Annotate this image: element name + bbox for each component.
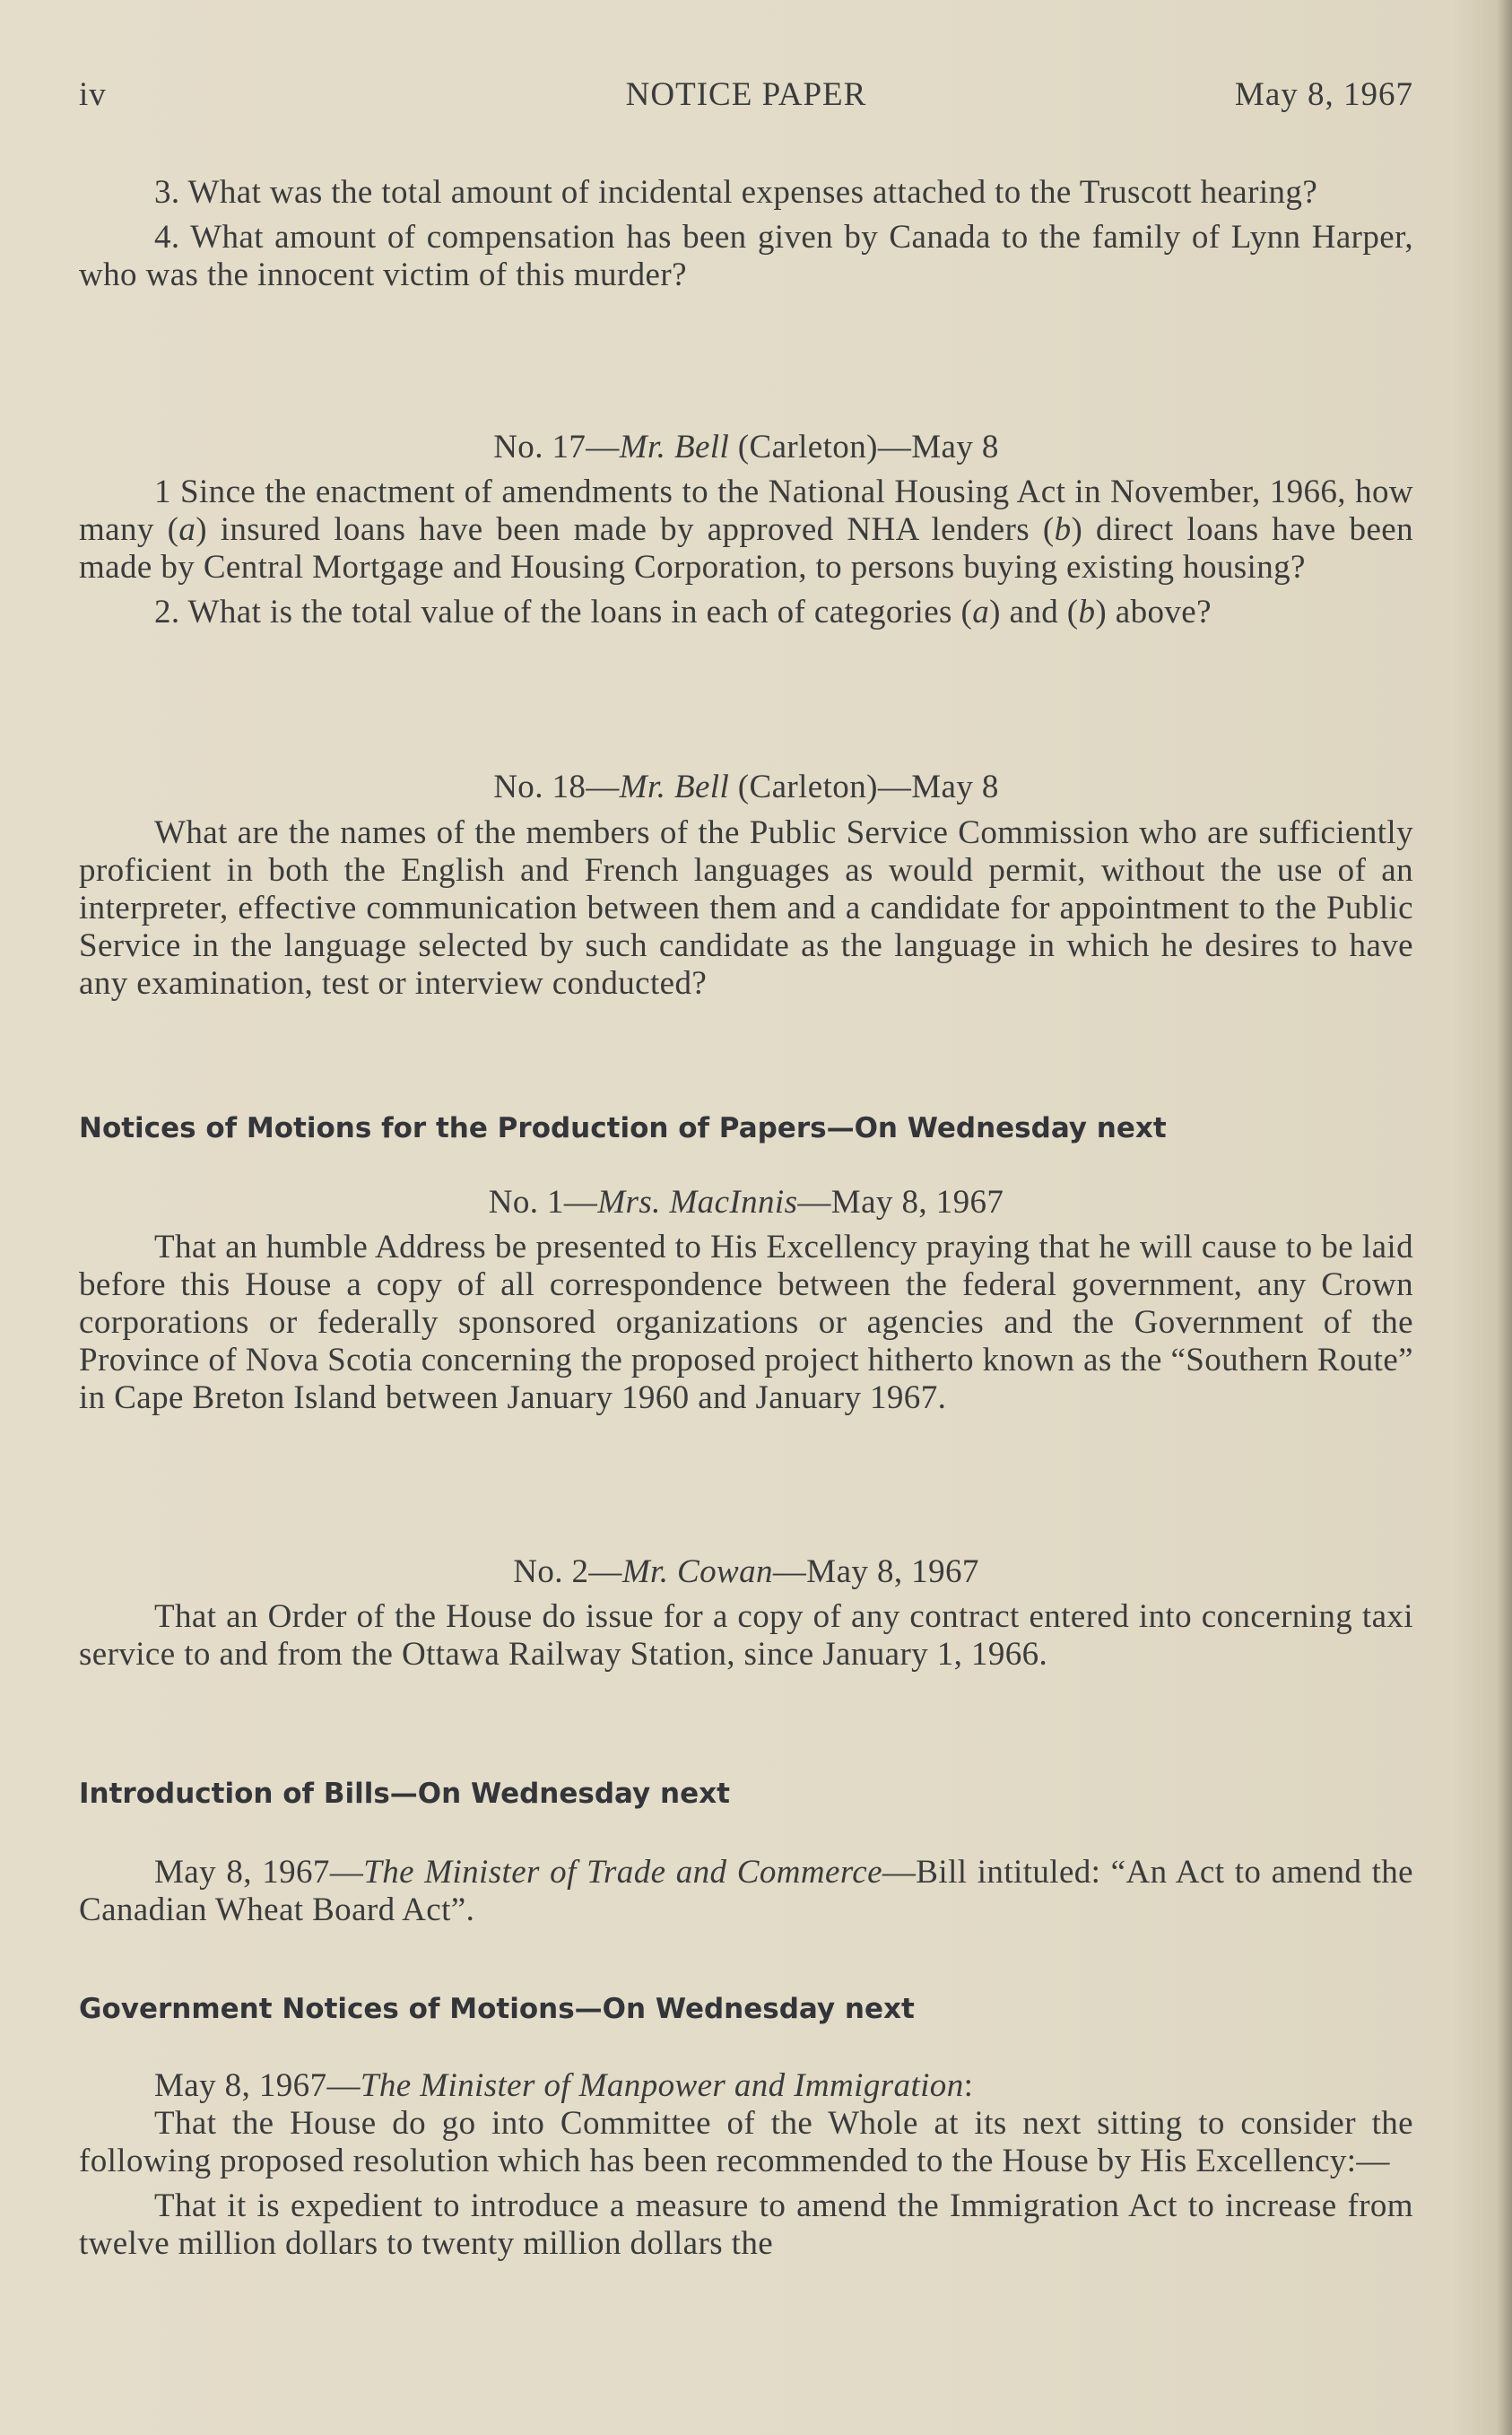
question-17-part-1: 1 Since the enactment of amendments to the National Housing Act in November, 1966, how many (a) insured loans have been made by approved NHA lenders (b) direct loans have been made by Central Mortgage and Housing Corporation, to persons buying existing housing? (79, 474, 1413, 586)
question-18-heading: No. 18—Mr. Bell (Carleton)—May 8 (493, 769, 999, 805)
section-heading-introduction-of-bills: Introduction of Bills—On Wednesday next (79, 1778, 730, 1810)
member-name: Mrs. MacInnis (597, 1184, 798, 1221)
question-4-text: 4. What amount of compensation has been given by Canada to the family of Lynn Harper, who was the innocent victim of this murder? (79, 219, 1413, 293)
member-name: Mr. Bell (619, 769, 730, 805)
government-motion-para-2: That it is expedient to introduce a measure to amend the Immigration Act to increase from twelve million dollars to twenty million dollars the (79, 2187, 1413, 2262)
motion-2-body (79, 1598, 1413, 1674)
motion-1-heading: No. 1—Mrs. MacInnis—May 8, 1967 (488, 1184, 1004, 1221)
section-heading-government-motions: Government Notices of Motions—On Wednesday next (79, 1993, 915, 2025)
section-heading-production-of-papers: Notices of Motions for the Production of Papers—On Wednesday next (79, 1112, 1167, 1144)
government-motion-intro: May 8, 1967—The Minister of Manpower and Immigration: (154, 2067, 974, 2104)
member-name: Mr. Cowan (621, 1553, 773, 1590)
question-17-heading: No. 17—Mr. Bell (Carleton)—May 8 (493, 429, 999, 465)
motion-2-heading: No. 2—Mr. Cowan—May 8, 1967 (513, 1553, 979, 1590)
header-date: May 8, 1967 (1234, 76, 1413, 113)
bill-notice-text: May 8, 1967—The Minister of Trade and Commerce—Bill intituled: “An Act to amend the Canadian Wheat Board Act”. (79, 1854, 1414, 1928)
motion-2-text: That an Order of the House do issue for a copy of any contract entered into concerning taxi service to and from the Ottawa Railway Station, since January 1, 1966. (79, 1598, 1413, 1673)
member-name: Mr. Bell (619, 429, 730, 465)
question-18-text: What are the names of the members of the Public Service Commission who are sufficiently proficient in both the English and French languages as would permit, without the use of an interpreter, effective communication between them and a candidate for appointment to the Public Service in the language selected by such candidate as the language in which he desires to have any examination, test or interview conducted? (79, 814, 1413, 1002)
minister-name: The Minister of Manpower and Immigration (360, 2067, 964, 2104)
page-header (79, 75, 1413, 120)
motion-1-body (79, 1229, 1413, 1417)
question-3-text: 3. What was the total amount of incidental expenses attached to the Truscott hearing? (154, 174, 1318, 211)
truscott-questions (79, 174, 1413, 294)
running-title: NOTICE PAPER (625, 76, 867, 113)
question-17-part-2: 2. What is the total value of the loans in each of categories (a) and (b) above? (154, 594, 1212, 630)
question-17-body (79, 474, 1413, 631)
government-motion (79, 2067, 1413, 2263)
page-number: iv (79, 76, 107, 113)
bill-notice (79, 1854, 1413, 1929)
motion-1-text: That an humble Address be presented to His Excellency praying that he will cause to be laid before this House a copy of all correspondence between the federal government, any Crown corporations or federally sponsored organizations or agencies and the Government of the Province of Nova Scotia concerning the proposed project hitherto known as the “Southern Route” in Cape Breton Island between January 1960 and January 1967. (79, 1229, 1413, 1416)
question-18-body (79, 814, 1413, 1003)
minister-name: The Minister of Trade and Commerce (363, 1854, 882, 1891)
government-motion-para-1: That the House do go into Committee of the Whole at its next sitting to consider the following proposed resolution which has been recommended to the House by His Excellency:— (79, 2105, 1413, 2179)
